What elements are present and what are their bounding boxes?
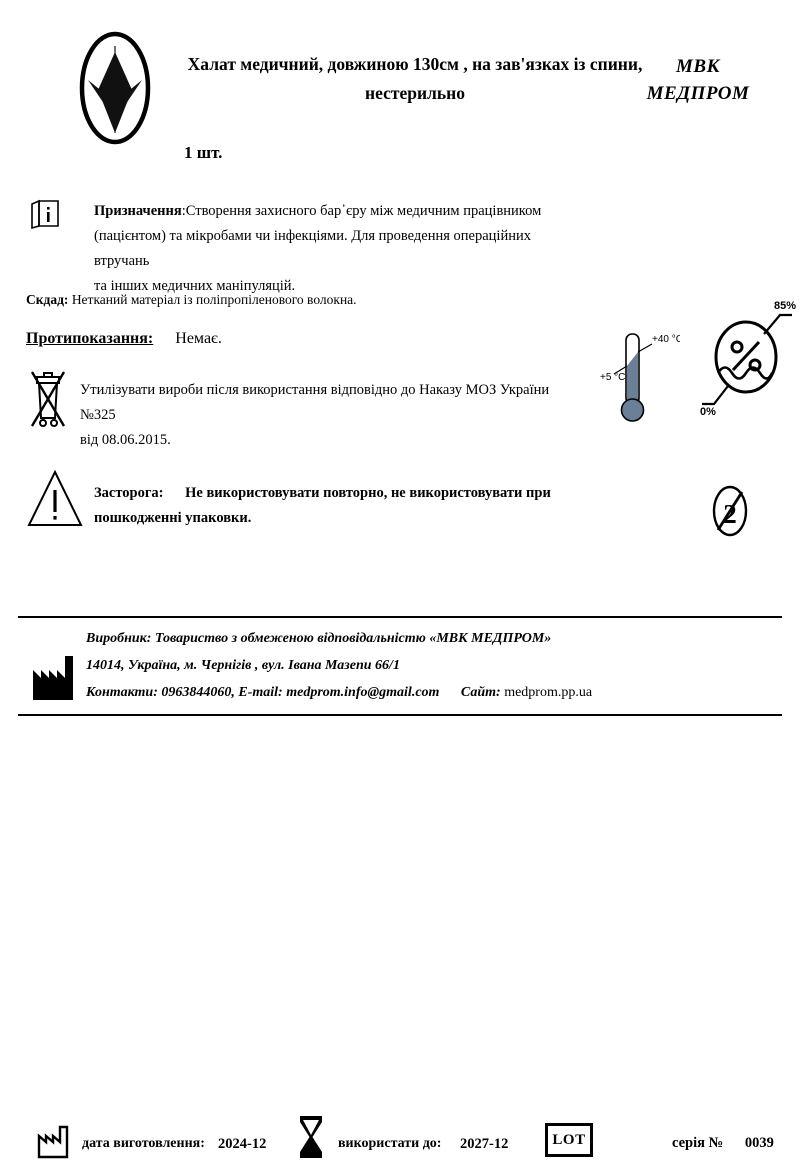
temperature-limit-icon: [600, 320, 680, 430]
temp-max-label: +40 °C: [652, 334, 680, 345]
contraindications-label: Протипоказання:: [26, 330, 154, 347]
brand-name: [618, 54, 778, 108]
manufacturer-address: 14014, Україна, м. Чернігів , вул. Івана Мазепи 66/1: [86, 657, 400, 673]
contraindications-value: Немає.: [175, 330, 222, 347]
divider-bottom: [18, 714, 782, 716]
site-value: medprom.pp.ua: [504, 684, 593, 700]
email-value: medprom.info@gmail.com: [286, 684, 440, 700]
composition-text: [26, 288, 586, 311]
divider-top: [18, 616, 782, 618]
contacts-phone: 0963844060,: [161, 684, 235, 700]
mfg-date-value: 2024-12: [218, 1136, 267, 1152]
do-not-reuse-icon: [708, 482, 752, 540]
use-by-hourglass-icon: [297, 1114, 325, 1160]
purpose-line-3: та інших медичних маніпуляцій.: [94, 277, 296, 294]
serial-value: 0039: [744, 1135, 774, 1151]
contraindications-text: [26, 325, 446, 353]
no-reuse-digit: 2: [723, 499, 737, 529]
mvk-medprom-logo: [72, 28, 158, 148]
quantity-value: 1 шт.: [184, 143, 223, 162]
title-line-2: нестерильно: [365, 82, 465, 103]
warning-line-1: Не використовувати повторно, не використовувати при: [185, 485, 551, 501]
email-label: E-mail:: [238, 684, 283, 700]
serial-number: [672, 1135, 774, 1152]
manufacturer-factory-icon: [28, 650, 78, 702]
temp-min-label: +5 °C: [600, 372, 626, 383]
purpose-label: Призначення: [94, 203, 182, 219]
disposal-line-2: від 08.06.2015.: [80, 431, 171, 448]
mfg-date-label: дата виготовлення:: [82, 1136, 205, 1151]
warning-line-2: пошкодженні упаковки.: [94, 509, 252, 526]
page-title: [170, 50, 660, 108]
manufacturer-label: Виробник:: [86, 631, 152, 646]
warning-triangle-icon: [26, 468, 84, 530]
humidity-limit-icon: [700, 285, 796, 415]
warning-text: [94, 481, 564, 531]
expiry-date-label: використати до:: [338, 1136, 442, 1151]
humidity-max-label: 85%: [774, 300, 796, 312]
purpose-line-1: :Створення захисного бар᾽єру між медичним працівником: [181, 203, 542, 219]
brand-line-1: МВК: [676, 56, 720, 77]
lot-badge: LOT: [545, 1123, 593, 1157]
expiry-date-value: 2027-12: [460, 1136, 509, 1152]
brand-line-2: МЕДПРОМ: [646, 82, 750, 104]
composition-label: Скдад:: [26, 292, 69, 307]
disposal-line-1: Утилізувати вироби після використання відповідно до Наказу МОЗ України №325: [80, 382, 550, 423]
purpose-text: [94, 199, 564, 299]
warning-label: Засторога:: [94, 485, 164, 501]
serial-label: серія №: [672, 1135, 724, 1151]
disposal-text: [80, 378, 580, 453]
title-line-1: Халат медичний, довжиною 130см , на зав'язках із спини,: [187, 54, 643, 74]
purpose-line-2: (пацієнтом) та мікробами чи інфекціями. Для проведення операційних втручань: [94, 227, 531, 269]
footer-manufacturer-block: [86, 626, 776, 707]
composition-value: Нетканий матеріал із поліпропіленового волокна.: [71, 292, 357, 307]
site-label: Сайт:: [460, 684, 501, 700]
manufacturer-factory-icon: [36, 1124, 70, 1160]
crossed-out-wheeled-bin-icon: [28, 368, 68, 430]
consult-instructions-icon: [28, 197, 62, 231]
label-header: [0, 0, 800, 185]
contacts-label: Контакти:: [86, 684, 158, 700]
humidity-min-label: 0%: [700, 406, 716, 415]
manufacturer-value: Товариство з обмеженою відповідальністю «МВК МЕДПРОМ»: [154, 631, 552, 646]
